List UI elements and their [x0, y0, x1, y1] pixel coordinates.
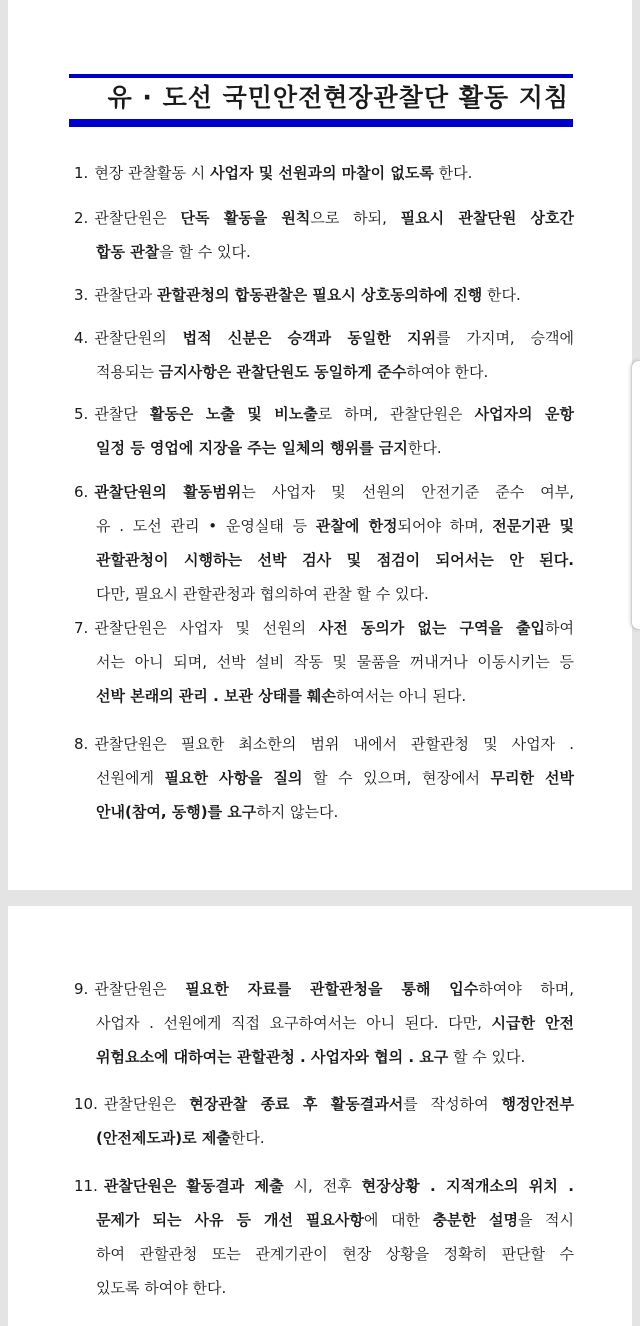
item-number: 4.: [74, 329, 89, 347]
text-run: 하여야 한다.: [406, 363, 489, 381]
document-page-1: [8, 0, 632, 890]
text-run: 하여: [545, 619, 574, 637]
text-run: 을 적시: [517, 1211, 574, 1229]
bold-text: 선박 본래의 관리 . 보관 상태를 훼손: [96, 687, 336, 705]
text-run: 있도록 하여야 한다.: [96, 1279, 227, 1297]
text-run: 관찰단과: [94, 286, 158, 304]
bold-text: 시급한 안전: [491, 1014, 574, 1032]
item-line: [74, 1087, 574, 1121]
text-run: 되어야 하며,: [397, 517, 493, 535]
bold-text: 활동은 노출 및 비노출: [149, 405, 318, 423]
bold-text: 관찰단원은: [103, 1177, 177, 1195]
bold-text: 현장상황 . 지적개소의 위치 .: [361, 1177, 574, 1195]
guideline-item-7: [74, 611, 574, 713]
title-rule-top: [69, 74, 573, 78]
bold-text: 전문기관 및: [492, 517, 574, 535]
text-run: 하여 관할관청 또는 관계기관이 현장 상황을 정확히 판단할 수: [96, 1245, 574, 1263]
item-line: [74, 795, 574, 829]
bold-text: 사업자의 운항: [474, 405, 574, 423]
text-run: 현장 관찰활동 시: [94, 164, 211, 182]
text-run: [176, 1177, 186, 1195]
item-number: 9.: [74, 980, 89, 998]
text-run: 한다.: [433, 164, 473, 182]
text-run: 한다.: [407, 439, 442, 457]
document-title: 유 · 도선 국민안전현장관찰단 활동 지침: [107, 83, 569, 112]
bold-text: 관할관청의 합동관찰은 필요시 상호동의하에 진행: [157, 286, 483, 304]
bold-text: 위험요소에 대하여는 관할관청 . 사업자와 협의 . 요구: [96, 1048, 449, 1066]
text-run: 관찰단: [94, 405, 150, 423]
bold-text: 문제가 되는 사유 등 개선 필요사항: [96, 1211, 364, 1229]
bold-text: 합동 관찰: [96, 243, 160, 261]
item-line: [74, 235, 574, 269]
item-number: 2.: [74, 209, 89, 227]
guideline-item-5: [74, 397, 574, 465]
bold-text: 사업자 및 선원과의 마찰이 없도록: [210, 164, 434, 182]
item-line: [74, 475, 574, 509]
text-run: 관찰단원은 사업자 및 선원의: [94, 619, 319, 637]
item-line: [74, 761, 574, 795]
item-line: [74, 509, 574, 543]
bold-text: 관찰에 한정: [315, 517, 398, 535]
bold-text: 사전 동의가 없는 구역을 출입: [318, 619, 545, 637]
text-run: 로 하며, 관찰단원은: [317, 405, 475, 423]
guideline-item-11: [74, 1169, 574, 1305]
bold-text: 행정안전부: [501, 1095, 574, 1113]
bold-text: 활동결과 제출: [186, 1177, 284, 1195]
item-line: [74, 156, 574, 190]
text-run: 관찰단원의: [94, 329, 183, 347]
text-run: 을 할 수 있다.: [159, 243, 251, 261]
guideline-item-8: [74, 727, 574, 829]
text-run: 관찰단원은 필요한 최소한의 범위 내에서 관할관청 및 사업자 .: [94, 735, 574, 753]
bold-text: 관찰단원의 활동범위: [94, 483, 242, 501]
item-line: [74, 543, 574, 577]
bold-text: 단독 활동을 원칙: [180, 209, 311, 227]
bold-text: 관할관청이 시행하는 선박 검사 및 점검이 되어서는 안 된다.: [96, 551, 574, 569]
text-run: 한다.: [482, 286, 521, 304]
text-run: 적용되는: [96, 363, 159, 381]
text-run: 를 작성하여: [403, 1095, 502, 1113]
text-run: 할 수 있으며, 현장에서: [302, 769, 491, 787]
item-line: [74, 1271, 574, 1305]
item-line: [74, 1040, 574, 1074]
item-number: 1.: [74, 164, 89, 182]
item-line: [74, 201, 574, 235]
item-number: 10.: [74, 1095, 98, 1113]
title-rule-bottom: [69, 119, 573, 127]
item-line: [74, 1237, 574, 1271]
bold-text: 필요한 사항을 질의: [164, 769, 303, 787]
text-run: 유 . 도선 관리 • 운영실태 등: [96, 517, 316, 535]
item-line: [74, 611, 574, 645]
text-run: 하여서는 아니 된다.: [335, 687, 467, 705]
item-line: [74, 645, 574, 679]
text-run: 관찰단원은: [94, 209, 181, 227]
bold-text: 일정 등 영업에 지장을 주는 일체의 행위를 금지: [96, 439, 408, 457]
text-run: 서는 아니 되며, 선박 설비 작동 및 물품을 꺼내거나 이동시키는 등: [96, 653, 574, 671]
item-line: [74, 972, 574, 1006]
bold-text: 필요시 관찰단원 상호간: [400, 209, 575, 227]
text-run: 할 수 있다.: [448, 1048, 526, 1066]
text-run: 하여야 하며,: [478, 980, 574, 998]
bold-text: 법적 신분은 승객과 동일한 지위: [182, 329, 437, 347]
item-number: 7.: [74, 619, 89, 637]
item-line: [74, 679, 574, 713]
item-line: [74, 577, 574, 611]
item-line: [74, 321, 574, 355]
item-number: 3.: [74, 286, 89, 304]
text-run: 시, 전후: [283, 1177, 362, 1195]
bold-text: 충분한 설명: [432, 1211, 518, 1229]
item-line: [74, 1169, 574, 1203]
item-line: [74, 1203, 574, 1237]
bold-text: (안전제도과)로 제출: [96, 1129, 231, 1147]
text-run: 선원에게: [96, 769, 165, 787]
text-run: 관찰단원은: [94, 980, 186, 998]
item-line: [74, 1006, 574, 1040]
bold-text: 현장관찰 종료 후 활동결과서: [189, 1095, 404, 1113]
text-run: 는 사업자 및 선원의 안전기준 준수 여부,: [241, 483, 575, 501]
item-number: 8.: [74, 735, 89, 753]
text-run: 사업자 . 선원에게 직접 요구하여서는 아니 된다. 다만,: [96, 1014, 492, 1032]
text-run: 를 가지며, 승객에: [436, 329, 575, 347]
guideline-item-2: [74, 201, 574, 269]
text-run: 다만, 필요시 관할관청과 협의하여 관찰 할 수 있다.: [96, 585, 429, 603]
guideline-item-10: [74, 1087, 574, 1155]
item-line: [74, 431, 574, 465]
guideline-item-3: [74, 278, 574, 312]
text-run: 에 대한: [363, 1211, 433, 1229]
text-run: 한다.: [230, 1129, 265, 1147]
bold-text: 무리한 선박: [490, 769, 574, 787]
guideline-item-1: [74, 156, 574, 190]
bold-text: 금지사항은 관찰단원도 동일하게 준수: [158, 363, 407, 381]
text-run: 으로 하되,: [310, 209, 401, 227]
bold-text: 안내(참여, 동행)를 요구: [96, 803, 257, 821]
scrollbar-thumb[interactable]: [631, 360, 640, 630]
item-line: [74, 355, 574, 389]
guideline-item-6: [74, 475, 574, 611]
item-number: 6.: [74, 483, 89, 501]
item-line: [74, 278, 574, 312]
item-line: [74, 1121, 574, 1155]
text-run: 관찰단원은: [103, 1095, 190, 1113]
guideline-item-4: [74, 321, 574, 389]
guideline-item-9: [74, 972, 574, 1074]
item-number: 11.: [74, 1177, 98, 1195]
title-block: [69, 74, 573, 127]
bold-text: 필요한 자료를 관할관청을 통해 입수: [185, 980, 479, 998]
document-page-2: [8, 906, 632, 1326]
text-run: 하지 않는다.: [256, 803, 339, 821]
item-number: 5.: [74, 405, 89, 423]
item-line: [74, 727, 574, 761]
item-line: [74, 397, 574, 431]
